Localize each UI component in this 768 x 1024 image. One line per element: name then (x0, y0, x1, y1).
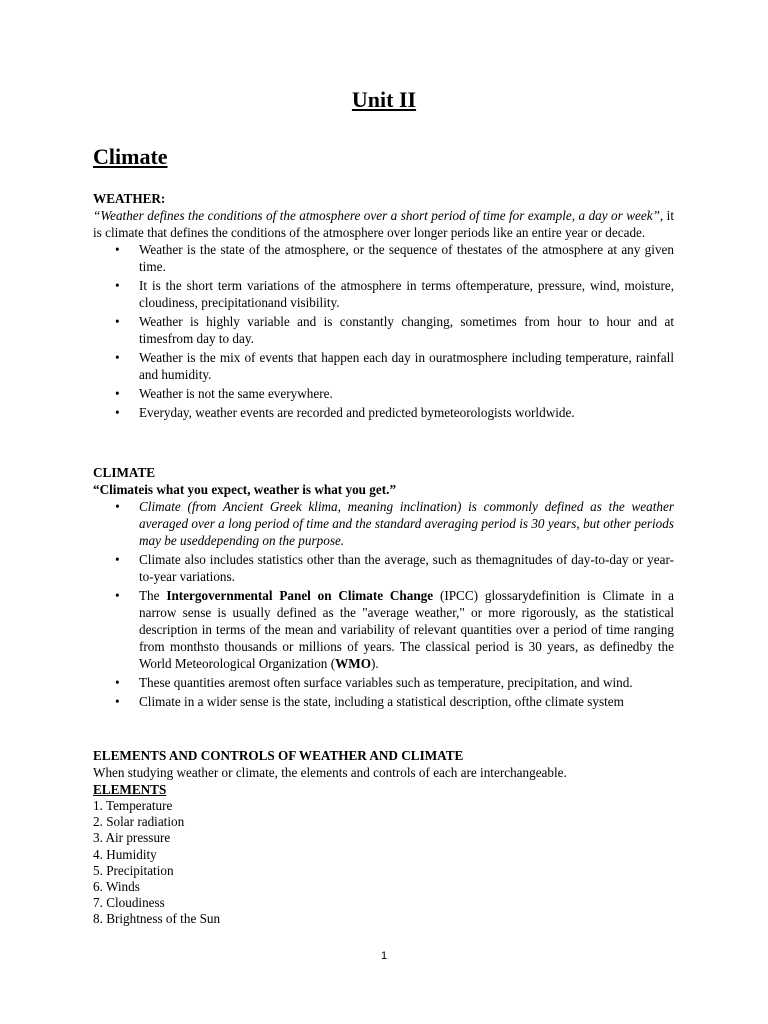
weather-intro-rest: it is climate that defines the conditions of the atmosphere over longer periods like an entire year or decade. (93, 208, 675, 240)
weather-intro (93, 207, 674, 241)
list-item: 4. Humidity (93, 846, 157, 862)
list-item: • Weather is not the same everywhere. (139, 385, 674, 402)
climate-section (93, 464, 674, 712)
ipcc-post: ). (371, 656, 379, 671)
elements-intro: When studying weather or climate, the elements and controls of each are interchangeable. (93, 765, 567, 780)
list-item: 5. Precipitation (93, 862, 174, 878)
weather-heading: WEATHER: (93, 191, 166, 206)
list-item (139, 587, 674, 672)
elements-section (93, 747, 674, 928)
list-item: 7. Cloudiness (93, 895, 165, 911)
list-item: • Climate in a wider sense is the state, including a statistical description, ofthe climate system (139, 693, 674, 710)
list-item: • Weather is the mix of events that happen each day in ouratmosphere including temperature, rainfall and humidity. (139, 349, 674, 383)
weather-bullet-list (93, 241, 674, 421)
ipcc-name: Intergovernmental Panel on Climate Change (166, 588, 434, 603)
unit-title: Unit II (351, 87, 417, 112)
list-item: 8. Brightness of the Sun (93, 911, 221, 927)
ipcc-definition: (IPCC) glossarydefinition is Climate in a narrow sense is usually defined as the "average weather," or more rigorously, as the statistical description in terms of the mean and variability of relevant quantities over a period of time ranging from monthsto thousands or millions of years. The classical period is 30 years, as definedby the World Meteorological Organization ( (139, 588, 674, 671)
climate-bullet-list (93, 498, 674, 710)
list-item: 3. Air pressure (93, 830, 171, 846)
elements-controls-heading: ELEMENTS AND CONTROLS OF WEATHER AND CLIMATE (93, 748, 464, 763)
elements-subheading: ELEMENTS (93, 782, 167, 797)
list-item: 1. Temperature (93, 798, 173, 813)
chapter-title: Climate (93, 144, 168, 169)
elements-list (93, 798, 674, 928)
climate-quote: “Climateis what you expect, weather is what you get.” (93, 482, 397, 497)
list-item: • Weather is highly variable and is constantly changing, sometimes from hour to hour and at timesfrom day to day. (139, 313, 674, 347)
list-item: 6. Winds (93, 879, 140, 895)
list-item: • These quantities aremost often surface variables such as temperature, precipitation, and wind. (139, 674, 674, 691)
weather-section (93, 190, 674, 423)
ipcc-pre: The (139, 588, 167, 603)
climate-heading: CLIMATE (93, 465, 156, 480)
list-item: 2. Solar radiation (93, 814, 185, 830)
list-item: • Climate (from Ancient Greek klima, meaning inclination) is commonly defined as the weather averaged over a long period of time and the standard averaging period is 30 years, but other periods may be useddepending on the purpose. (139, 498, 674, 549)
page-number: 1 (380, 950, 388, 962)
list-item: • Weather is the state of the atmosphere, or the sequence of thestates of the atmosphere at any given time. (139, 241, 674, 275)
list-item: • It is the short term variations of the atmosphere in terms oftemperature, pressure, wind, moisture, cloudiness, precipitationand visibility. (139, 277, 674, 311)
weather-quote: “Weather defines the conditions of the atmosphere over a short period of time for example, a day or week”, (93, 208, 664, 223)
list-item: • Everyday, weather events are recorded and predicted bymeteorologists worldwide. (139, 404, 674, 421)
list-item: • Climate also includes statistics other than the average, such as themagnitudes of day-to-day or year-to-year variations. (139, 551, 674, 585)
wmo-abbr: WMO (335, 656, 371, 671)
